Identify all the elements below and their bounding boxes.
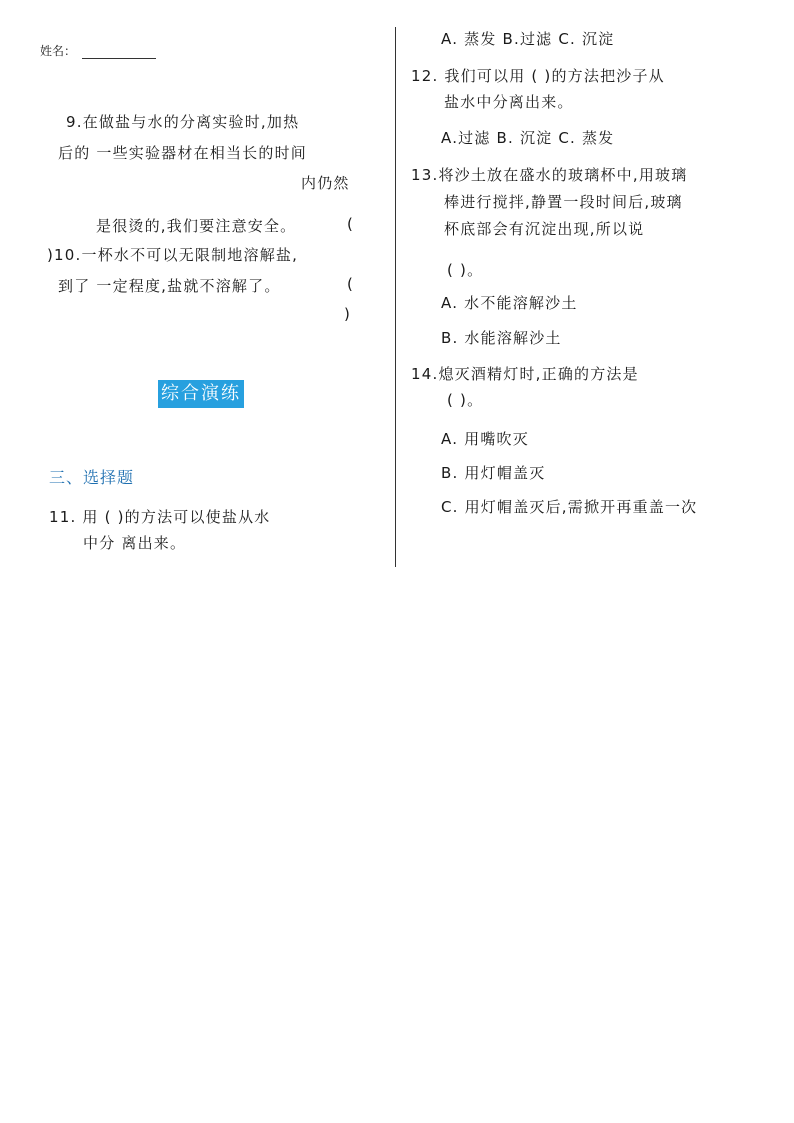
q14-answer-blank: ( )。 — [447, 391, 484, 409]
q13-answer-blank: ( )。 — [447, 261, 484, 279]
q14-line1: 14.熄灭酒精灯时,正确的方法是 — [411, 365, 639, 383]
q12-line1: 12. 我们可以用 ( )的方法把沙子从 — [411, 67, 665, 85]
q12-line2: 盐水中分离出来。 — [444, 93, 574, 111]
q13-option-a: A. 水不能溶解沙土 — [441, 294, 578, 312]
q14-option-c: C. 用灯帽盖灭后,需掀开再重盖一次 — [441, 498, 698, 516]
q10-line1: )10.一杯水不可以无限制地溶解盐, — [47, 246, 299, 264]
practice-banner: 综合演练 — [158, 380, 244, 408]
q11-line2: 中分 离出来。 — [83, 534, 187, 552]
q10-answer-paren-open: ( — [347, 275, 355, 293]
q9-answer-paren-open: ( — [347, 215, 355, 233]
name-blank-line[interactable] — [82, 58, 156, 59]
q9-line3: 内仍然 — [301, 174, 350, 192]
q9-line1: 9.在做盐与水的分离实验时,加热 — [66, 113, 300, 131]
q14-option-b: B. 用灯帽盖灭 — [441, 464, 546, 482]
q9-line4: 是很烫的,我们要注意安全。 — [96, 217, 297, 235]
q11-line1: 11. 用 ( )的方法可以使盐从水 — [49, 508, 271, 526]
q13-line3: 杯底部会有沉淀出现,所以说 — [444, 220, 645, 238]
section-title: 三、选择题 — [49, 468, 135, 487]
q13-line1: 13.将沙土放在盛水的玻璃杯中,用玻璃 — [411, 166, 688, 184]
q10-line2: 到了 一定程度,盐就不溶解了。 — [58, 277, 281, 295]
q14-option-a: A. 用嘴吹灭 — [441, 430, 529, 448]
name-label: 姓名： — [40, 44, 77, 58]
column-divider — [395, 27, 396, 567]
q13-line2: 棒进行搅拌,静置一段时间后,玻璃 — [444, 193, 683, 211]
q13-option-b: B. 水能溶解沙土 — [441, 329, 562, 347]
q12-options: A.过滤 B. 沉淀 C. 蒸发 — [441, 129, 615, 147]
q10-answer-paren-close: ) — [344, 305, 352, 323]
q9-line2: 后的 一些实验器材在相当长的时间 — [58, 144, 307, 162]
q11-options: A. 蒸发 B.过滤 C. 沉淀 — [441, 30, 615, 48]
